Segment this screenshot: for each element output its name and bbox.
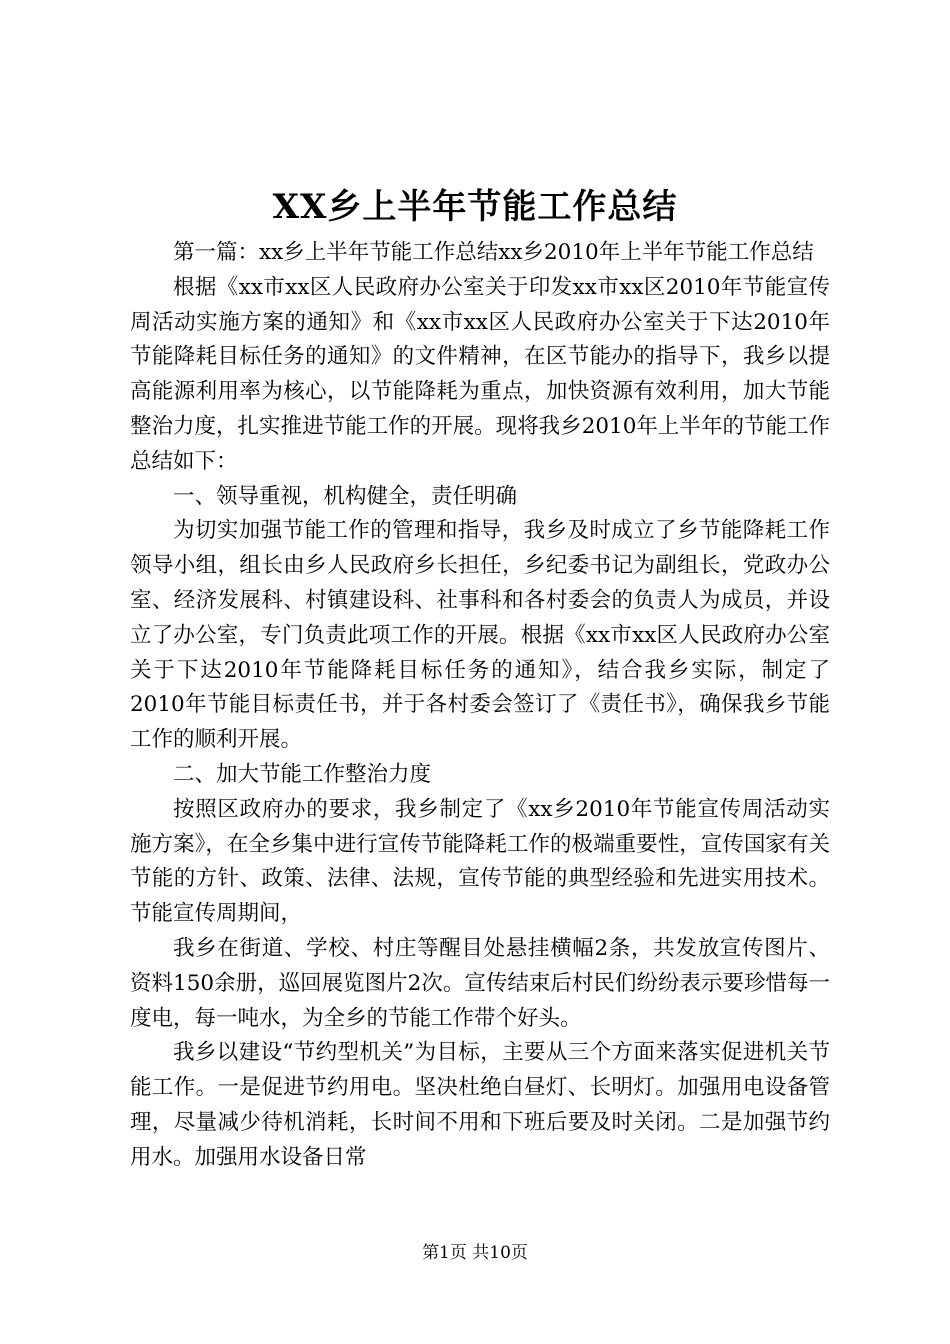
section-heading-2: 二、加大节能工作整治力度: [173, 761, 432, 787]
paragraph-publicity: 我乡在街道、学校、村庄等醒目处悬挂横幅2条，共发放宣传图片、资料150余册，巡回展览图片2次。宣传结束后村民们纷纷表示要珍惜每一度电，每一吨水，为全乡的节能工作带个好头。: [130, 935, 830, 1031]
page-number: 第1页 共10页: [422, 1243, 528, 1263]
paragraph-office-saving: 我乡以建设“节约型机关”为目标，主要从三个方面来落实促进机关节能工作。一是促进节约用电。坚决杜绝白昼灯、长明灯。加强用电设备管理，尽量减少待机消耗，长时间不用和下班后要及时关闭。二是加强节约用水。加强用水设备日常: [130, 1040, 830, 1170]
document-body: [130, 236, 830, 1176]
document-title: XX乡上半年节能工作总结: [272, 187, 678, 227]
paragraph-intro: 第一篇：xx乡上半年节能工作总结xx乡2010年上半年节能工作总结: [173, 240, 814, 265]
paragraph-campaign: 按照区政府办的要求，我乡制定了《xx乡2010年节能宣传周活动实施方案》，在全乡集中进行宣传节能降耗工作的极端重要性，宣传国家有关节能的方针、政策、法律、法规，宣传节能的典型经验和先进实用技术。节能宣传周期间，: [130, 796, 830, 927]
paragraph-basis: 根据《xx市xx区人民政府办公室关于印发xx市xx区2010年节能宣传周活动实施方案的通知》和《xx市xx区人民政府办公室关于下达2010年节能降耗目标任务的通知》的文件精神，在区节能办的指导下，我乡以提高能源利用率为核心，以节能降耗为重点，加快资源有效利用，加大节能整治力度，扎实推进节能工作的开展。现将我乡2010年上半年的节能工作总结如下：: [130, 274, 830, 474]
paragraph-leadership: 为切实加强节能工作的管理和指导，我乡及时成立了乡节能降耗工作领导小组，组长由乡人民政府乡长担任，乡纪委书记为副组长，党政办公室、经济发展科、村镇建设科、社事科和各村委会的负责人为成员，并设立了办公室，专门负责此项工作的开展。根据《xx市xx区人民政府办公室关于下达2010年节能降耗目标任务的通知》，结合我乡实际，制定了2010年节能目标责任书，并于各村委会签订了《责任书》，确保我乡节能工作的顺利开展。: [130, 518, 830, 753]
section-heading-1: 一、领导重视，机构健全，责任明确: [173, 483, 518, 509]
